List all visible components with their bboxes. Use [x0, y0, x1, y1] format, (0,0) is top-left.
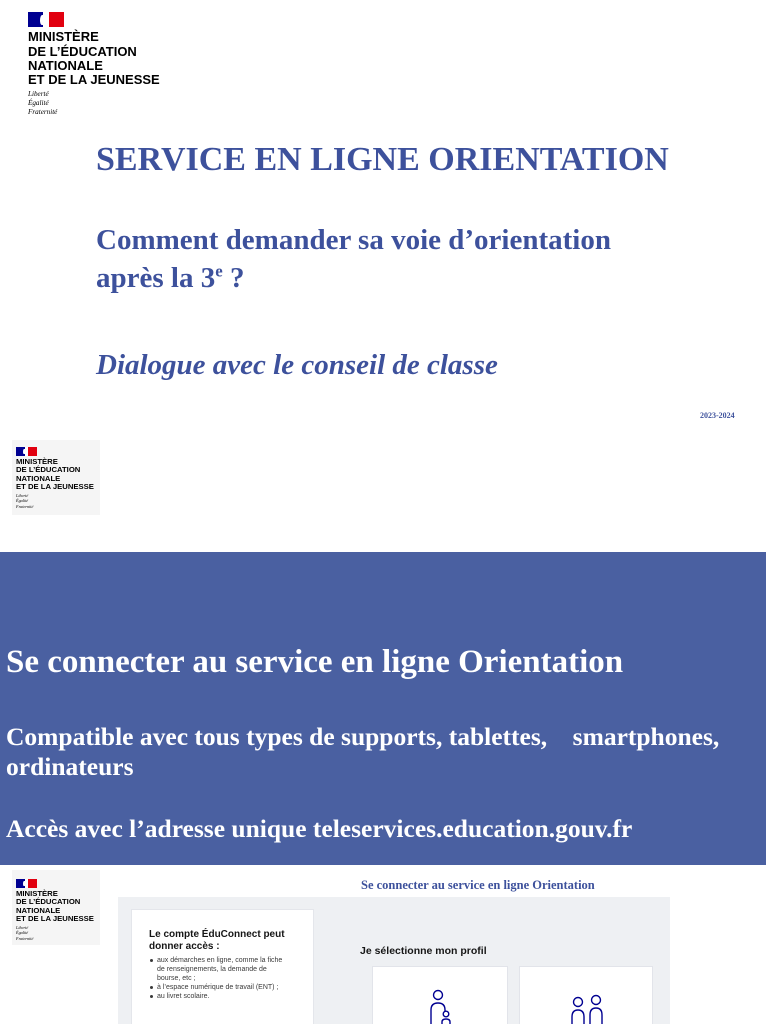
subtitle-line — [96, 259, 611, 297]
logo-line: NATIONALE — [28, 58, 103, 74]
slide-text-line: Compatible avec tous types de supports, tablettes, smartphones, — [6, 722, 720, 751]
logo-line: MINISTÈRE — [16, 888, 58, 898]
logo-line: DE L’ÉDUCATION — [16, 465, 81, 475]
logo-line: ET DE LA JEUNESSE — [16, 914, 94, 924]
educonnect-screenshot — [118, 897, 670, 1024]
two-people-icon — [520, 967, 652, 1024]
marianne-flag-icon — [16, 447, 37, 456]
slide-connect — [0, 552, 766, 865]
motto-line: Égalité — [16, 930, 29, 936]
profile-prompt: Je sélectionne mon profil — [360, 945, 487, 957]
motto-line: Liberté — [28, 89, 49, 98]
motto-line: Liberté — [16, 493, 29, 499]
slide-heading: Se connecter au service en ligne Orientation — [6, 644, 624, 680]
superscript: e — [215, 261, 223, 281]
presentation-title: SERVICE EN LIGNE ORIENTATION — [96, 141, 669, 178]
slide-text-line: Accès avec l’adresse unique teleservices.education.gouv.fr — [6, 814, 633, 843]
info-list — [149, 956, 288, 1001]
bullet-icon — [150, 959, 153, 962]
person-with-child-icon — [373, 967, 507, 1024]
logo-line: DE L’ÉDUCATION — [28, 43, 137, 59]
republic-motto — [28, 90, 160, 117]
motto-line: Égalité — [28, 98, 49, 107]
list-item — [149, 983, 288, 992]
logo-line: MINISTÈRE — [28, 29, 99, 45]
bullet-icon — [150, 986, 153, 989]
list-item — [149, 992, 288, 1001]
list-item-text: à l’espace numérique de travail (ENT) ; — [157, 984, 279, 991]
republic-motto — [16, 493, 94, 509]
ministry-logo — [16, 447, 94, 509]
subtitle-text: ? — [222, 262, 245, 294]
motto-line: Fraternité — [16, 935, 34, 941]
presentation-tagline: Dialogue avec le conseil de classe — [96, 349, 498, 381]
profile-card — [373, 967, 507, 1024]
subtitle-text: après la 3 — [96, 262, 216, 294]
motto-line: Fraternité — [16, 503, 34, 509]
profile-card — [520, 967, 652, 1024]
info-heading: Le compte ÉduConnect peut donner accès : — [149, 929, 285, 952]
republic-motto — [16, 925, 94, 941]
logo-line: DE L’ÉDUCATION — [16, 897, 81, 907]
slide-text-line: ordinateurs — [6, 752, 134, 781]
slide-heading: Se connecter au service en ligne Orientation — [361, 878, 595, 892]
bullet-icon — [150, 995, 153, 998]
logo-line: MINISTÈRE — [16, 456, 58, 466]
motto-line: Fraternité — [28, 107, 58, 116]
motto-line: Égalité — [16, 498, 29, 504]
ministry-logo — [16, 879, 94, 941]
motto-line: Liberté — [16, 925, 29, 931]
info-card — [132, 910, 313, 1024]
subtitle-line: Comment demander sa voie d’orientation — [96, 224, 611, 256]
logo-line: ET DE LA JEUNESSE — [28, 72, 160, 88]
logo-line: NATIONALE — [16, 905, 61, 915]
ministry-logo-box — [12, 440, 100, 515]
presentation-subtitle — [96, 221, 611, 297]
list-item — [149, 956, 288, 983]
logo-line: NATIONALE — [16, 473, 61, 483]
ministry-logo-box — [12, 870, 100, 945]
logo-line: ET DE LA JEUNESSE — [16, 482, 94, 492]
list-item-text: aux démarches en ligne, comme la fiche de renseignements, la demande de bourse, etc ; — [157, 957, 283, 982]
marianne-flag-icon — [16, 879, 37, 888]
school-year: 2023-2024 — [700, 411, 735, 420]
marianne-flag-icon — [28, 12, 64, 27]
ministry-logo — [28, 12, 160, 117]
list-item-text: au livret scolaire. — [157, 993, 210, 1000]
